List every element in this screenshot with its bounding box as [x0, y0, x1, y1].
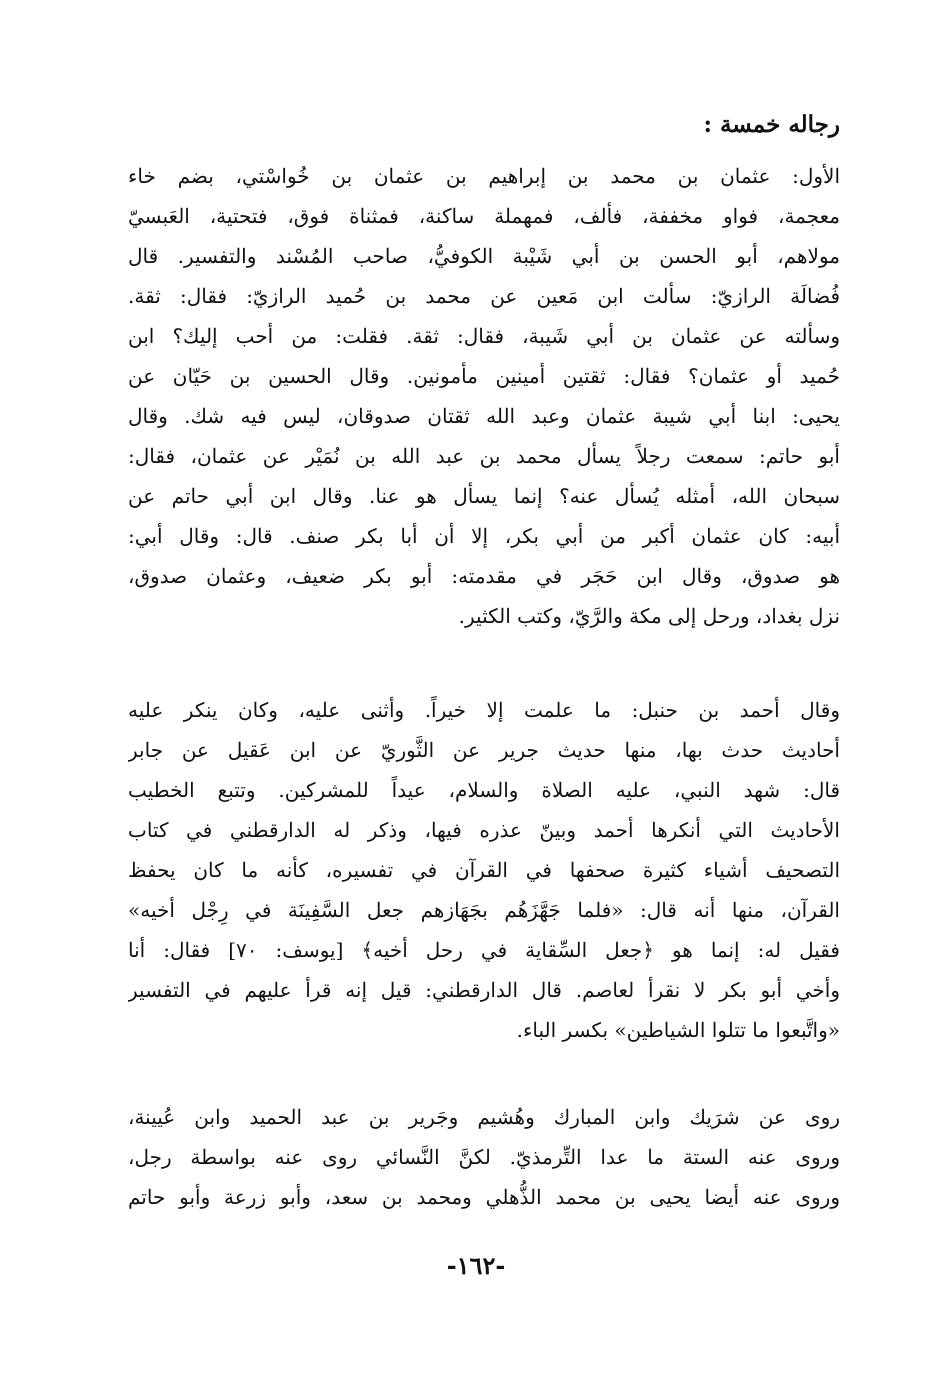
text-line: التصحيف أشياء كثيرة صحفها في القرآن في تفسيره، كأنه ما كان يحفظ — [128, 858, 840, 882]
text-line: يحيى: ابنا أبي شيبة عثمان وعبد الله ثقتان صدوقان، ليس فيه شك. وقال — [128, 404, 840, 428]
text-line: فقيل له: إنما هو ﴿جعل السِّقاية في رحل أخيه﴾ [يوسف: ٧٠] فقال: أنا — [128, 938, 840, 962]
text-line: وروى عنه أيضا يحيى بن محمد الذُّهلي ومحمد بن سعد، وأبو زرعة وأبو حاتم — [128, 1185, 840, 1209]
text-line: فُضالَة الرازيّ: سألت ابن مَعين عن محمد بن حُميد الرازيّ: فقال: ثقة. — [128, 284, 840, 308]
text-line: القرآن، منها أنه قال: «فلما جَهَّزَهُم بجَهَازهم جعل السَّفِينَة في رِجْل أخيه» — [128, 898, 840, 922]
text-line: روى عن شرَيك وابن المبارك وهُشيم وجَرير بن عبد الحميد وابن عُيينة، — [128, 1105, 840, 1129]
text-line: وأخي أبو بكر لا نقرأ لعاصم. قال الدارقطني: قيل إنه قرأ عليهم في التفسير — [128, 978, 840, 1002]
text-line: وقال أحمد بن حنبل: ما علمت إلا خيراً. وأثنى عليه، وكان ينكر عليه — [128, 698, 840, 722]
text-line: الأحاديث التي أنكرها أحمد وبينّ عذره فيها، وذكر له الدارقطني في كتاب — [128, 818, 840, 842]
text-line: سبحان الله، أمثله يُسأل عنه؟ إنما يسأل هو عنا. وقال ابن أبي حاتم عن — [128, 484, 840, 508]
page-number: -١٦٢- — [446, 1251, 506, 1280]
text-line: أحاديث حدث بها، منها حديث جرير عن الثَّوريّ عن ابن عَقيل عن جابر — [128, 738, 840, 762]
text-line: الأول: عثمان بن محمد بن إبراهيم بن عثمان بن خُواسْتي، بضم خاء — [128, 164, 840, 188]
text-line: أبو حاتم: سمعت رجلاً يسأل محمد بن عبد الله بن نُمَيْر عن عثمان، فقال: — [128, 444, 840, 468]
text-line: نزل بغداد، ورحل إلى مكة والرَّيّ، وكتب الكثير. — [458, 604, 840, 628]
text-line: حُميد أو عثمان؟ فقال: ثقتين أمينين مأمونين. وقال الحسين بن حَيّان عن — [128, 364, 840, 388]
text-line: وسألته عن عثمان بن أبي شَيبة، فقال: ثقة. فقلت: من أحب إليك؟ ابن — [128, 324, 840, 348]
text-line: مولاهم، أبو الحسن بن أبي شَيْبة الكوفيُّ، صاحب المُسْند والتفسير. قال — [128, 244, 840, 268]
paragraph-3 — [128, 1097, 840, 1217]
paragraph-1 — [128, 156, 840, 636]
text-line: أبيه: كان عثمان أكبر من أبي بكر، إلا أن أبا بكر صنف. قال: وقال أبي: — [128, 524, 840, 548]
text-line: معجمة، فواو مخففة، فألف، فمهملة ساكنة، فمثناة فوق، فتحتية، العَبسيّ — [128, 204, 840, 228]
section-heading: رجاله خمسة : — [703, 111, 840, 138]
text-line: قال: شهد النبي، عليه الصلاة والسلام، عيداً للمشركين. وتتبع الخطيب — [128, 778, 840, 802]
text-line: هو صدوق، وقال ابن حَجَر في مقدمته: أبو بكر ضعيف، وعثمان صدوق، — [128, 564, 840, 588]
text-line: وروى عنه الستة ما عدا التِّرمذيّ. لكنَّ النَّسائي روى عنه بواسطة رجل، — [128, 1145, 840, 1169]
paragraph-2 — [128, 690, 840, 1050]
text-line: «واتَّبعوا ما تتلوا الشياطين» بكسر الباء. — [516, 1018, 840, 1042]
